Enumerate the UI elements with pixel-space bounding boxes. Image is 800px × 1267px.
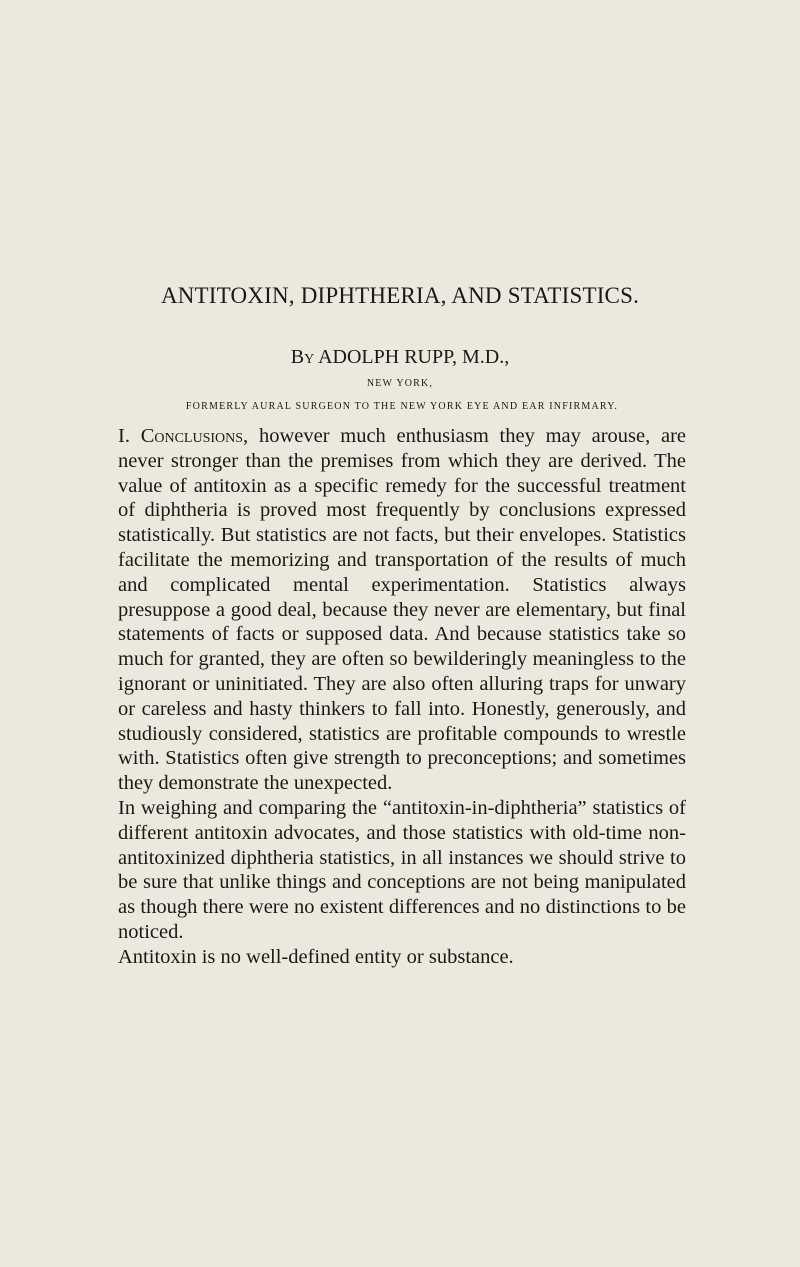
paragraph-2: In weighing and comparing the “antitoxin-in-diphtheria” statistics of different antitoxin advocates, and those statistics with old-time non-antitoxinized diphtheria statistics, in all instances we should strive to be sure that unlike things and conceptions are not being manipulated as though there were no existent differences and no distinctions to be noticed. (118, 796, 686, 943)
author-affiliation: FORMERLY AURAL SURGEON TO THE NEW YORK EYE AND EAR INFIRMARY. (185, 401, 619, 412)
paragraph-1 (118, 424, 686, 796)
author-line (0, 345, 800, 369)
paragraph-3: Antitoxin is no well-defined entity or substance. (118, 945, 514, 968)
author-location: NEW YORK, (366, 378, 434, 389)
by-label: By (290, 346, 315, 368)
author-name: ADOLPH RUPP, M.D., (318, 346, 510, 368)
article-title: ANTITOXIN, DIPHTHERIA, AND STATISTICS. (160, 283, 640, 308)
article-body (118, 424, 686, 970)
paragraph-1-text: however much enthusiasm they may arouse, are never stronger than the premises from which they are derived. The value of antitoxin as a specific remedy for the successful treatment of diphtheria is proved most frequently by conclusions expressed statistically. But statistics are not facts, but their envelopes. Statistics facilitate the memorizing and transportation of the results of much and complicated mental experimentation. Statistics always presuppose a good deal, because they never are elementary, but final statements of facts or supposed data. And because statistics take so much for granted, they are often so bewilderingly meaningless to the ignorant or uninitiated. They are also often alluring traps for unwary or careless and hasty thinkers to fall into. Honestly, generously, and studiously considered, statistics are profitable compounds to wrestle with. Statistics often give strength to preconceptions; and sometimes they demonstrate the unexpected. (118, 425, 687, 795)
lead-word: Conclusions, (140, 425, 249, 447)
section-numeral: I. (118, 425, 130, 447)
